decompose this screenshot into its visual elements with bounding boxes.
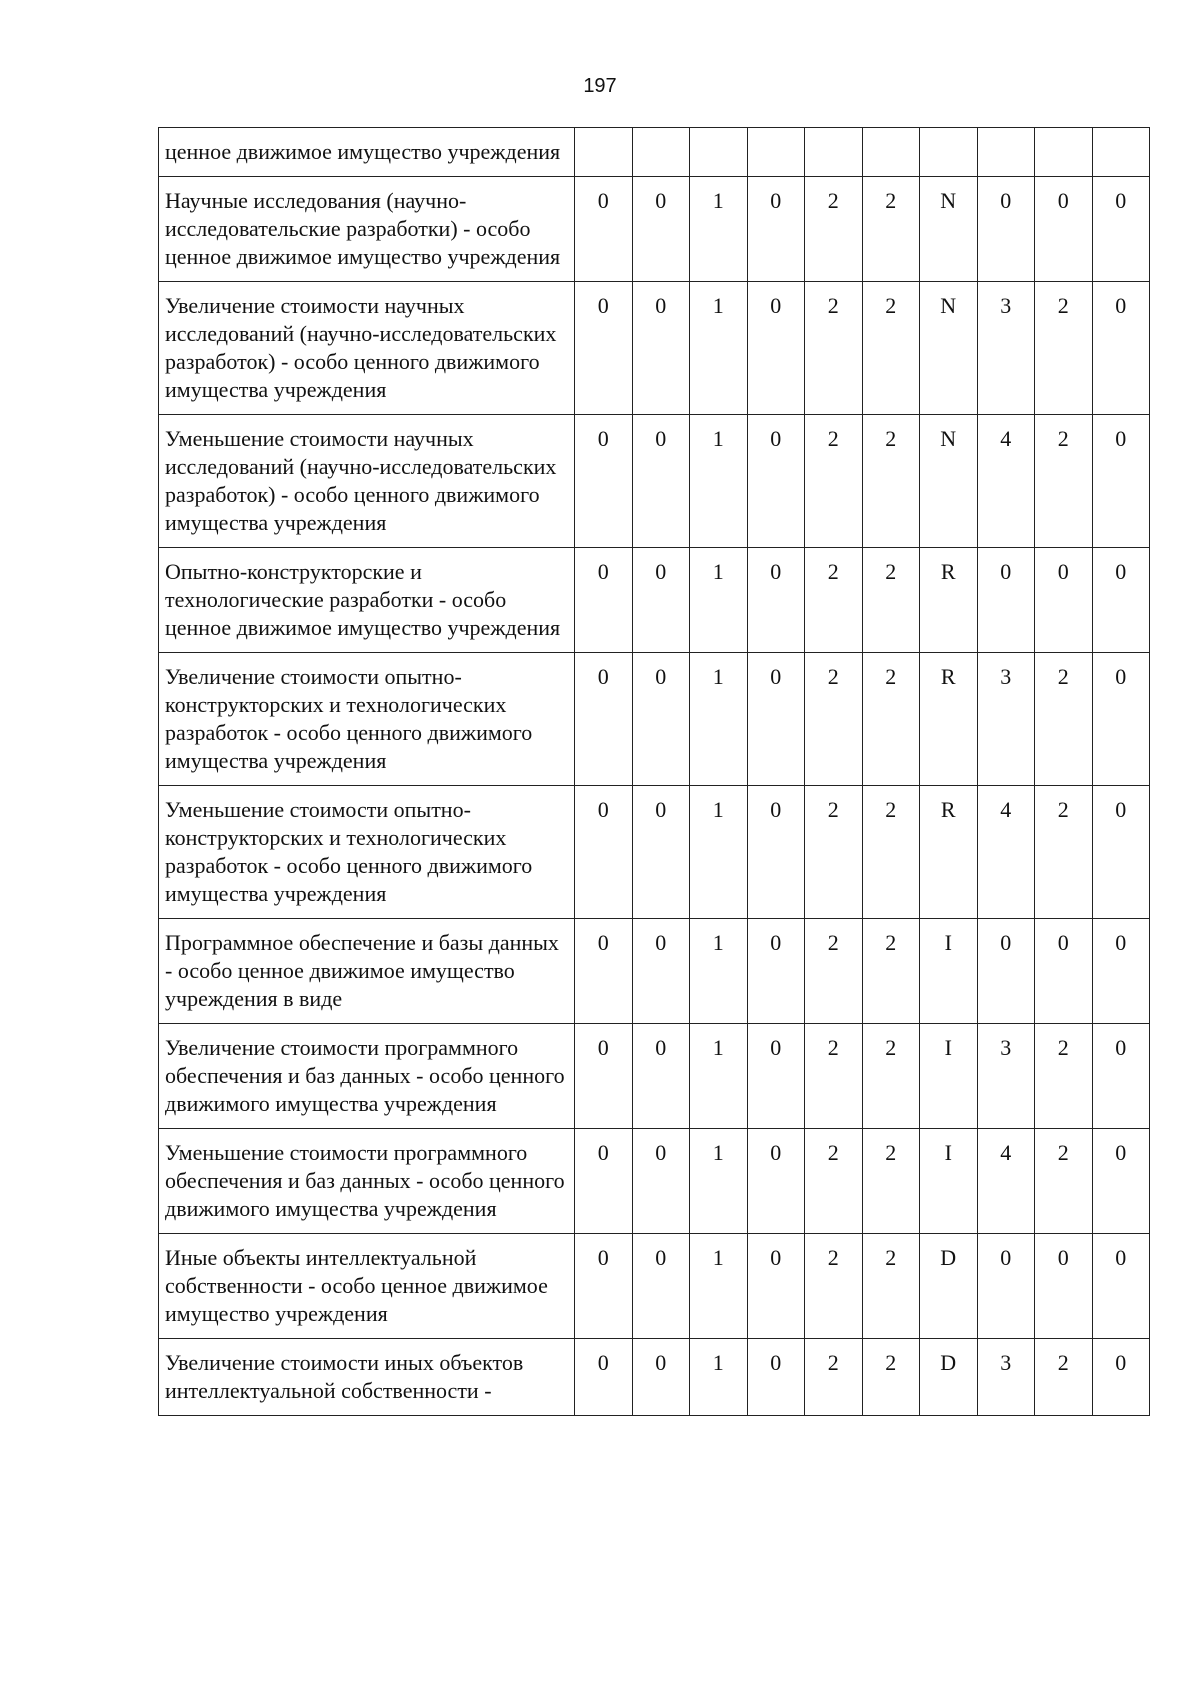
code-digit-cell: 0: [575, 1024, 633, 1129]
code-digit-cell: 0: [977, 919, 1035, 1024]
code-digit-cell: 2: [862, 653, 920, 786]
code-digit-cell: 2: [862, 177, 920, 282]
code-digit-cell: 0: [977, 1234, 1035, 1339]
table-row: [159, 1339, 1150, 1416]
code-digit-cell: 2: [805, 177, 863, 282]
table-row: [159, 177, 1150, 282]
code-digit-cell: 0: [1035, 548, 1093, 653]
code-digit-cell: [690, 128, 748, 177]
code-digit-cell: 0: [1092, 653, 1150, 786]
code-digit-cell: 2: [1035, 653, 1093, 786]
code-digit-cell: 0: [632, 653, 690, 786]
code-digit-cell: 1: [690, 786, 748, 919]
row-description: Увеличение стоимости опытно-конструкторских и технологических разработок - особо ценного движимого имущества учреждения: [159, 653, 575, 786]
code-digit-cell: 0: [632, 282, 690, 415]
code-digit-cell: 0: [747, 177, 805, 282]
code-digit-cell: 0: [632, 177, 690, 282]
code-digit-cell: 2: [805, 786, 863, 919]
code-digit-cell: 2: [862, 1234, 920, 1339]
table-row: [159, 415, 1150, 548]
code-digit-cell: 0: [575, 415, 633, 548]
code-digit-cell: 0: [1092, 1234, 1150, 1339]
code-digit-cell: 1: [690, 1339, 748, 1416]
code-digit-cell: 2: [862, 282, 920, 415]
table-container: [158, 127, 1150, 1626]
code-digit-cell: 4: [977, 786, 1035, 919]
code-digit-cell: 0: [1092, 1339, 1150, 1416]
code-digit-cell: D: [920, 1234, 978, 1339]
code-digit-cell: 0: [747, 282, 805, 415]
code-digit-cell: 3: [977, 653, 1035, 786]
code-digit-cell: I: [920, 1024, 978, 1129]
code-digit-cell: 0: [747, 786, 805, 919]
code-digit-cell: 2: [1035, 1024, 1093, 1129]
table-row: [159, 1129, 1150, 1234]
code-digit-cell: 0: [747, 415, 805, 548]
code-digit-cell: 0: [977, 177, 1035, 282]
code-digit-cell: 0: [632, 548, 690, 653]
code-digit-cell: [632, 128, 690, 177]
code-digit-cell: 2: [1035, 415, 1093, 548]
code-digit-cell: 2: [1035, 282, 1093, 415]
code-digit-cell: 0: [575, 653, 633, 786]
table-row: [159, 919, 1150, 1024]
code-digit-cell: I: [920, 1129, 978, 1234]
code-digit-cell: 0: [747, 548, 805, 653]
code-digit-cell: 3: [977, 1024, 1035, 1129]
code-digit-cell: 2: [862, 548, 920, 653]
code-digit-cell: 2: [1035, 786, 1093, 919]
account-code-table: [158, 127, 1150, 1416]
code-digit-cell: 2: [805, 282, 863, 415]
code-digit-cell: 2: [862, 1339, 920, 1416]
code-digit-cell: 2: [862, 1129, 920, 1234]
code-digit-cell: 0: [747, 653, 805, 786]
code-digit-cell: 0: [1035, 1234, 1093, 1339]
code-digit-cell: 0: [632, 919, 690, 1024]
table-row: [159, 548, 1150, 653]
code-digit-cell: N: [920, 177, 978, 282]
code-digit-cell: 0: [632, 1129, 690, 1234]
code-digit-cell: 0: [977, 548, 1035, 653]
table-body: [159, 128, 1150, 1416]
code-digit-cell: 0: [1092, 1129, 1150, 1234]
code-digit-cell: D: [920, 1339, 978, 1416]
code-digit-cell: 0: [575, 919, 633, 1024]
code-digit-cell: 0: [747, 919, 805, 1024]
code-digit-cell: 0: [1092, 177, 1150, 282]
code-digit-cell: 0: [1092, 786, 1150, 919]
code-digit-cell: 2: [805, 548, 863, 653]
code-digit-cell: 0: [575, 1129, 633, 1234]
code-digit-cell: 0: [747, 1129, 805, 1234]
table-row: [159, 1024, 1150, 1129]
code-digit-cell: 1: [690, 919, 748, 1024]
code-digit-cell: 2: [862, 919, 920, 1024]
table-row: [159, 128, 1150, 177]
code-digit-cell: R: [920, 786, 978, 919]
code-digit-cell: [862, 128, 920, 177]
code-digit-cell: 2: [862, 786, 920, 919]
code-digit-cell: 2: [805, 1234, 863, 1339]
code-digit-cell: 1: [690, 1024, 748, 1129]
code-digit-cell: 1: [690, 415, 748, 548]
code-digit-cell: [1035, 128, 1093, 177]
code-digit-cell: N: [920, 415, 978, 548]
code-digit-cell: 0: [575, 177, 633, 282]
code-digit-cell: R: [920, 653, 978, 786]
code-digit-cell: 2: [805, 415, 863, 548]
code-digit-cell: I: [920, 919, 978, 1024]
row-description: Иные объекты интеллектуальной собственности - особо ценное движимое имущество учреждения: [159, 1234, 575, 1339]
code-digit-cell: 0: [1035, 177, 1093, 282]
code-digit-cell: 2: [805, 1129, 863, 1234]
code-digit-cell: 0: [632, 1339, 690, 1416]
code-digit-cell: [575, 128, 633, 177]
code-digit-cell: 2: [805, 1024, 863, 1129]
code-digit-cell: 0: [575, 786, 633, 919]
code-digit-cell: 1: [690, 177, 748, 282]
row-description: ценное движимое имущество учреждения: [159, 128, 575, 177]
row-description: Опытно-конструкторские и технологические разработки - особо ценное движимое имущество учреждения: [159, 548, 575, 653]
code-digit-cell: R: [920, 548, 978, 653]
code-digit-cell: [920, 128, 978, 177]
code-digit-cell: 0: [575, 548, 633, 653]
code-digit-cell: 1: [690, 282, 748, 415]
code-digit-cell: 1: [690, 1234, 748, 1339]
row-description: Уменьшение стоимости опытно-конструкторских и технологических разработок - особо ценного движимого имущества учреждения: [159, 786, 575, 919]
table-row: [159, 282, 1150, 415]
code-digit-cell: 0: [632, 1234, 690, 1339]
code-digit-cell: N: [920, 282, 978, 415]
row-description: Увеличение стоимости иных объектов интеллектуальной собственности -: [159, 1339, 575, 1416]
code-digit-cell: 0: [1092, 1024, 1150, 1129]
row-description: Увеличение стоимости программного обеспечения и баз данных - особо ценного движимого имущества учреждения: [159, 1024, 575, 1129]
page-number: 197: [583, 75, 617, 97]
code-digit-cell: 0: [1092, 919, 1150, 1024]
code-digit-cell: 0: [632, 786, 690, 919]
table-row: [159, 1234, 1150, 1339]
code-digit-cell: 3: [977, 282, 1035, 415]
code-digit-cell: 4: [977, 415, 1035, 548]
code-digit-cell: 2: [862, 1024, 920, 1129]
table-row: [159, 653, 1150, 786]
code-digit-cell: 0: [575, 1234, 633, 1339]
code-digit-cell: 0: [575, 282, 633, 415]
code-digit-cell: [1092, 128, 1150, 177]
code-digit-cell: 1: [690, 1129, 748, 1234]
code-digit-cell: 2: [1035, 1339, 1093, 1416]
code-digit-cell: 0: [632, 1024, 690, 1129]
code-digit-cell: 0: [747, 1234, 805, 1339]
code-digit-cell: 4: [977, 1129, 1035, 1234]
code-digit-cell: 1: [690, 548, 748, 653]
code-digit-cell: 0: [747, 1024, 805, 1129]
code-digit-cell: [747, 128, 805, 177]
code-digit-cell: 0: [632, 415, 690, 548]
code-digit-cell: 0: [1092, 282, 1150, 415]
row-description: Увеличение стоимости научных исследований (научно-исследовательских разработок) - особо ценного движимого имущества учреждения: [159, 282, 575, 415]
table-row: [159, 786, 1150, 919]
code-digit-cell: 2: [805, 919, 863, 1024]
code-digit-cell: 3: [977, 1339, 1035, 1416]
row-description: Уменьшение стоимости программного обеспечения и баз данных - особо ценного движимого имущества учреждения: [159, 1129, 575, 1234]
code-digit-cell: 0: [1092, 548, 1150, 653]
code-digit-cell: [805, 128, 863, 177]
row-description: Уменьшение стоимости научных исследований (научно-исследовательских разработок) - особо ценного движимого имущества учреждения: [159, 415, 575, 548]
row-description: Программное обеспечение и базы данных - особо ценное движимое имущество учреждения в виде: [159, 919, 575, 1024]
code-digit-cell: 2: [805, 653, 863, 786]
code-digit-cell: [977, 128, 1035, 177]
code-digit-cell: 0: [575, 1339, 633, 1416]
row-description: Научные исследования (научно-исследовательские разработки) - особо ценное движимое имущество учреждения: [159, 177, 575, 282]
code-digit-cell: 0: [747, 1339, 805, 1416]
code-digit-cell: 0: [1035, 919, 1093, 1024]
code-digit-cell: 2: [862, 415, 920, 548]
code-digit-cell: 0: [1092, 415, 1150, 548]
code-digit-cell: 1: [690, 653, 748, 786]
code-digit-cell: 2: [1035, 1129, 1093, 1234]
code-digit-cell: 2: [805, 1339, 863, 1416]
